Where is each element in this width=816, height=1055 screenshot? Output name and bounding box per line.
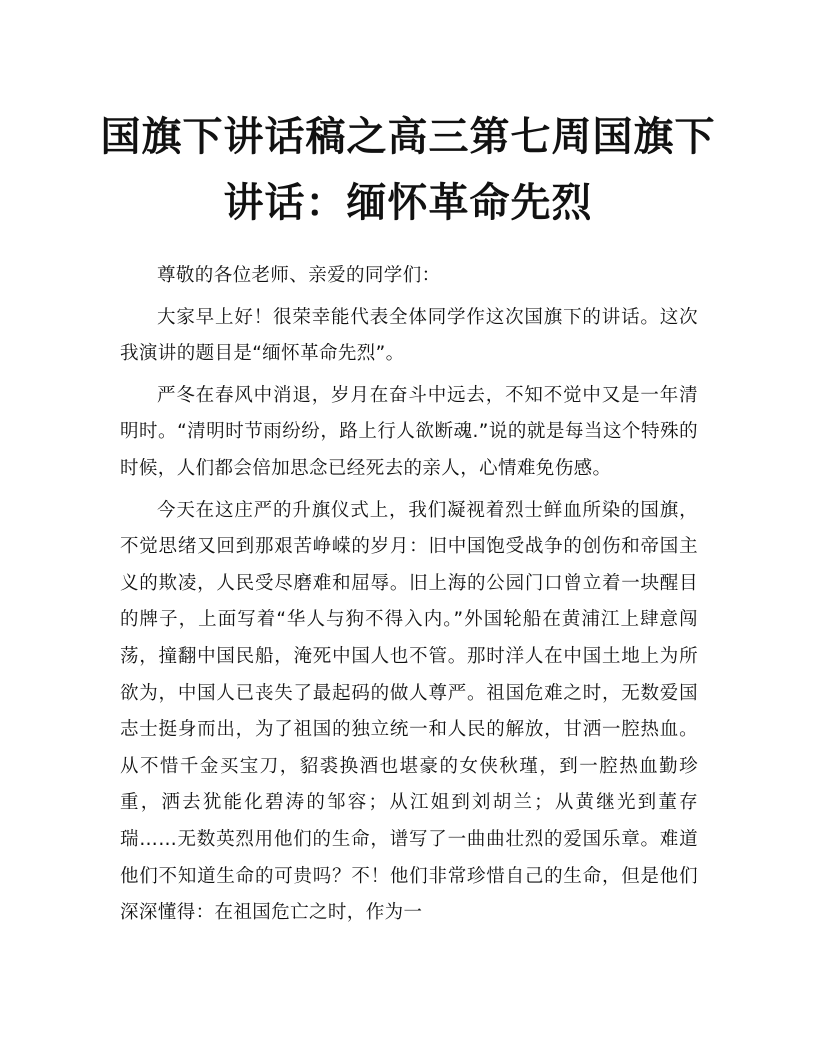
document-title: 国旗下讲话稿之高三第七周国旗下讲话：缅怀革命先烈 [100, 113, 716, 226]
document-body [120, 258, 698, 932]
paragraph-opening: 大家早上好！很荣幸能代表全体同学作这次国旗下的讲话。这次我演讲的题目是“缅怀革命先烈”。 [120, 306, 698, 365]
paragraph-history: 今天在这庄严的升旗仪式上，我们凝视着烈士鲜血所染的国旗，不觉思绪又回到那艰苦峥嵘的岁月：旧中国饱受战争的创伤和帝国主义的欺凌，人民受尽磨难和屈辱。旧上海的公园门口曾立着一块醒目的牌子，上面写着“华人与狗不得入内。”外国轮船在黄浦江上肆意闯荡，撞翻中国民船，淹死中国人也不管。那时洋人在中国土地上为所欲为，中国人已丧失了最起码的做人尊严。祖国危难之时，无数爱国志士挺身而出，为了祖国的独立统一和人民的解放，甘洒一腔热血。从不惜千金买宝刀，貂裘换酒也堪豪的女侠秋瑾，到一腔热血勤珍重，洒去犹能化碧涛的邹容；从江姐到刘胡兰；从黄继光到董存瑞……无数英烈用他们的生命，谱写了一曲曲壮烈的爱国乐章。难道他们不知道生命的可贵吗？不！他们非常珍惜自己的生命，但是他们深深懂得：在祖国危亡之时，作为一 [120, 499, 698, 924]
paragraph-qingming: 严冬在春风中消退，岁月在奋斗中远去，不知不觉中又是一年清明时。“清明时节雨纷纷，路上行人欲断魂.”说的就是每当这个特殊的时候，人们都会倍加思念已经死去的亲人，心情难免伤感。 [120, 384, 698, 479]
paragraph-greeting: 尊敬的各位老师、亲爱的同学们： [157, 265, 441, 286]
